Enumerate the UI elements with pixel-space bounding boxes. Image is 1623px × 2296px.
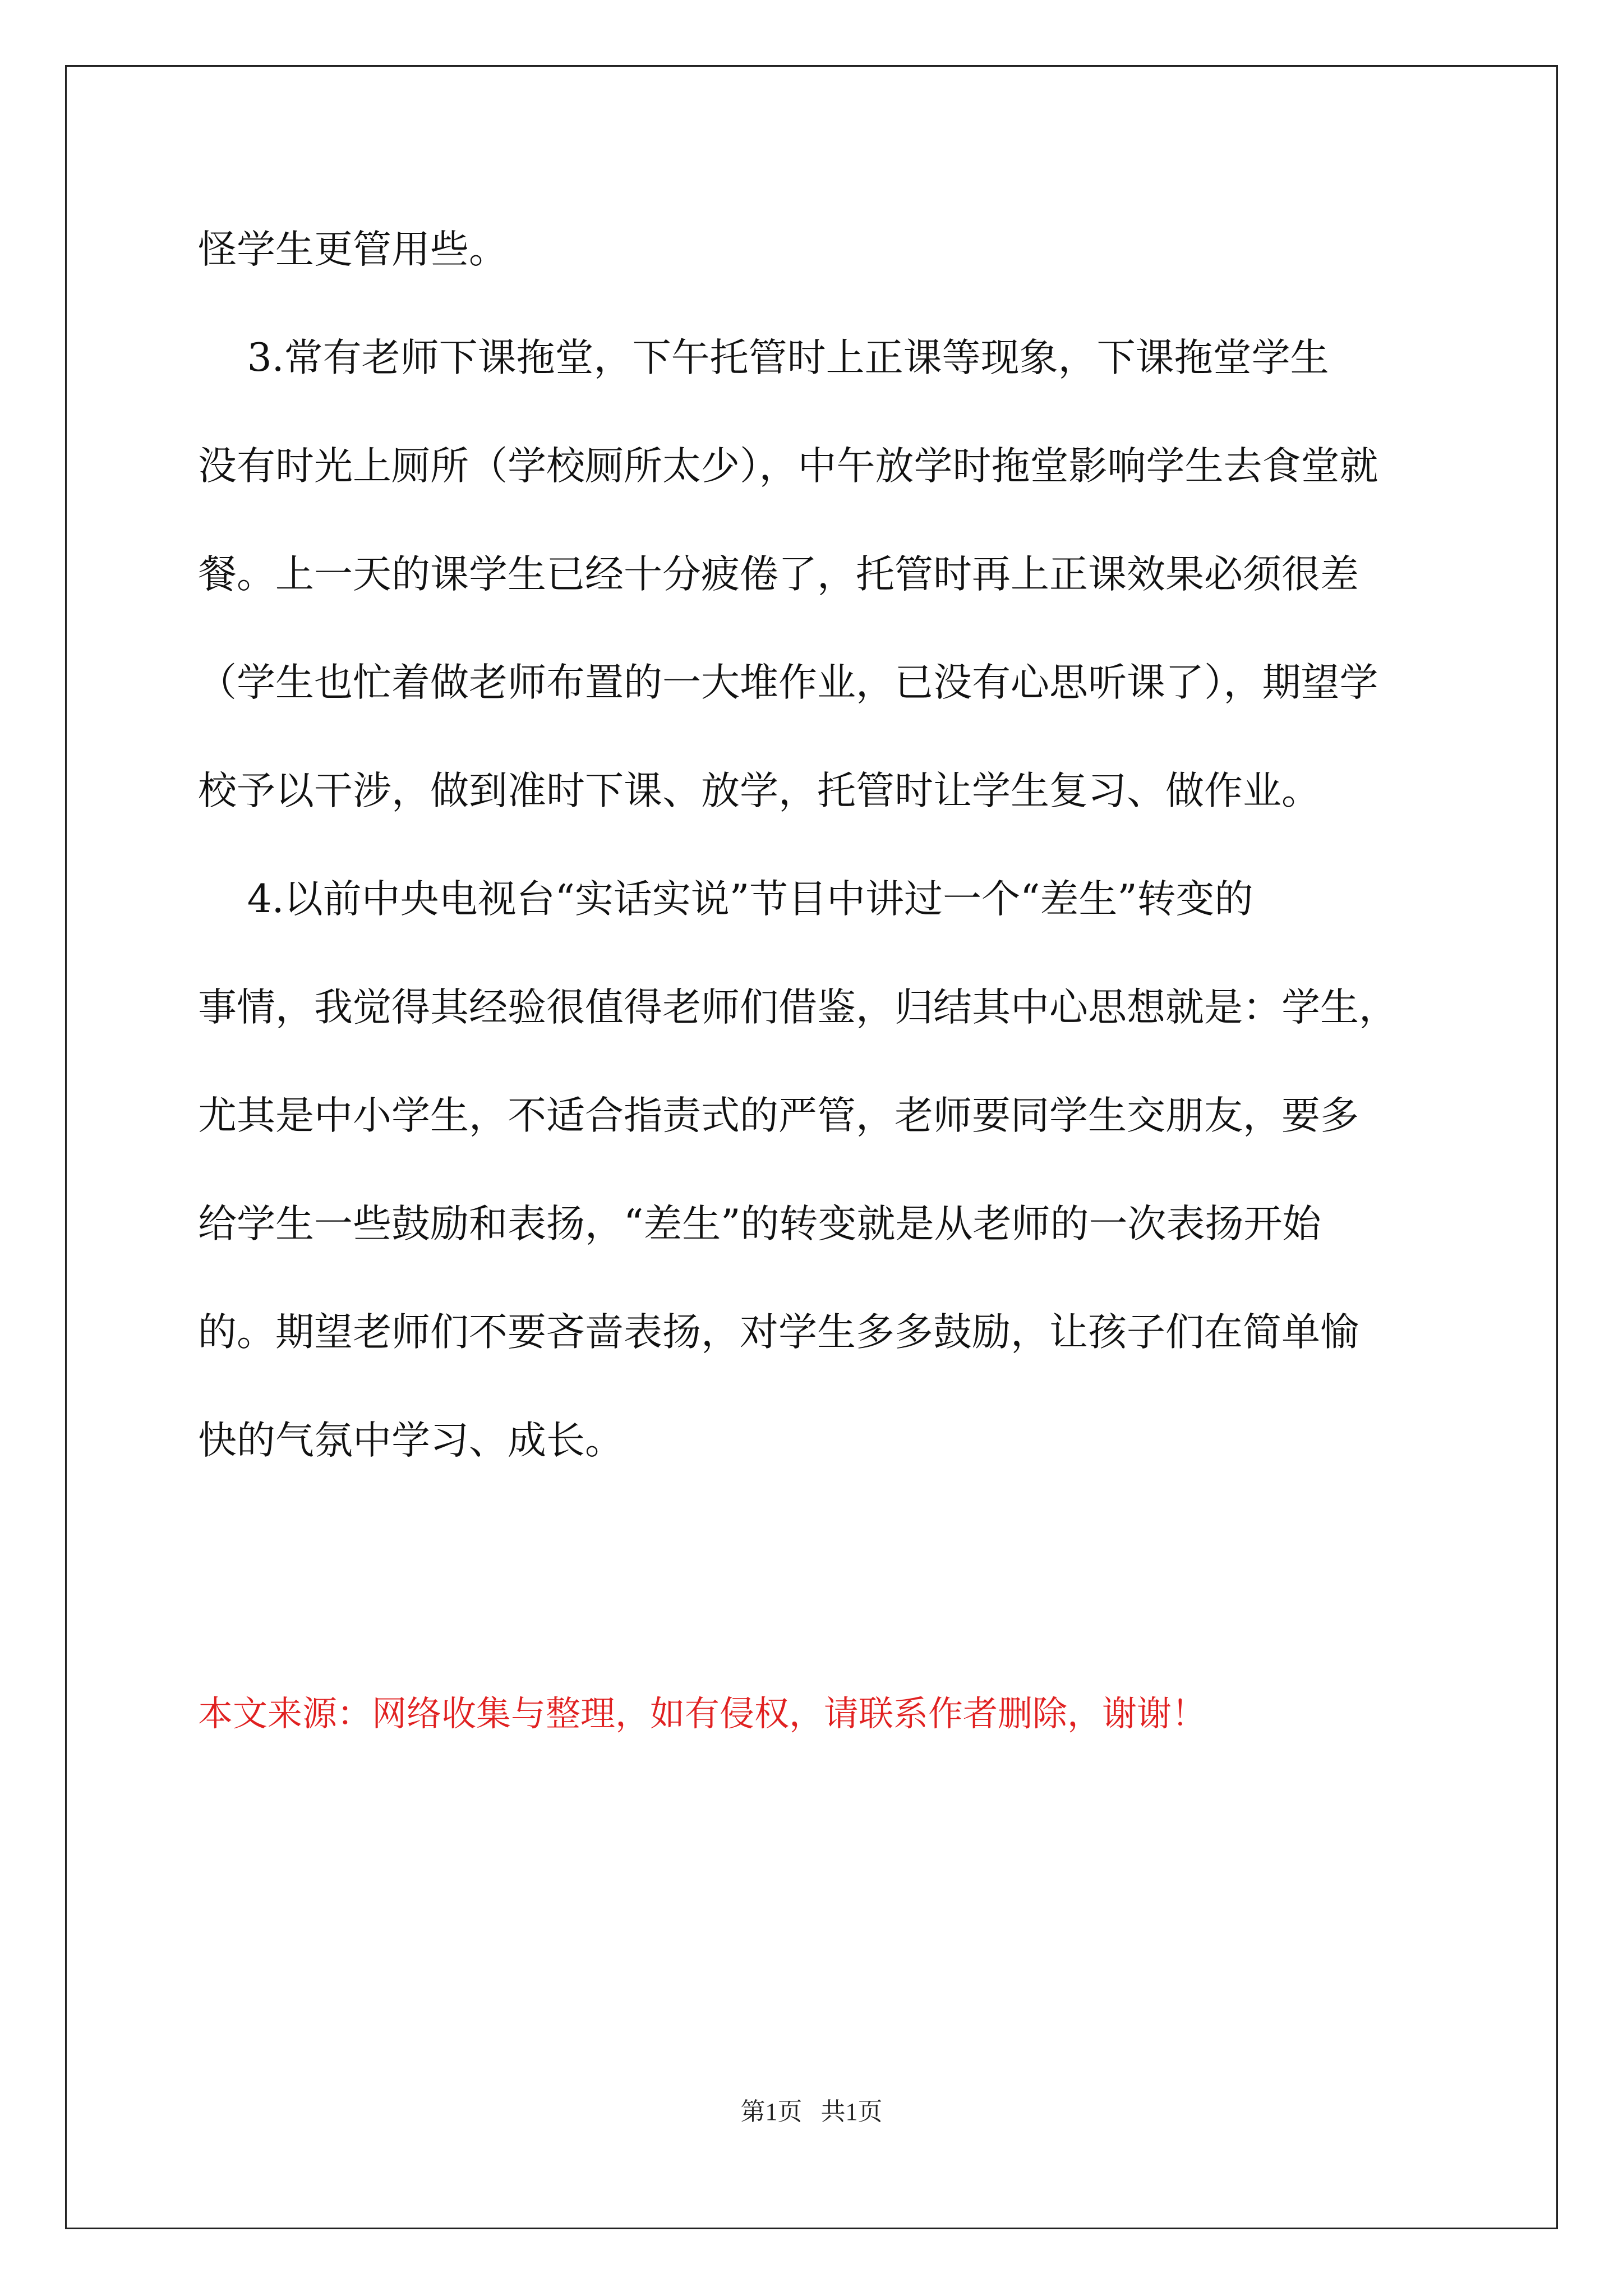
- paragraph-line: 没有时光上厕所（学校厕所太少），中午放学时拖堂影响学生去食堂就: [198, 444, 1378, 489]
- page-number-footer: 第1页 共1页: [740, 2098, 883, 2125]
- paragraph-line: （学生也忙着做老师布置的一大堆作业，已没有心思听课了），期望学: [198, 660, 1378, 705]
- page-frame: [65, 65, 1558, 2229]
- paragraph-line: 尤其是中小学生，不适合指责式的严管，老师要同学生交朋友，要多: [198, 1093, 1359, 1138]
- paragraph-line: 事情，我觉得其经验很值得老师们借鉴，归结其中心思想就是：学生，: [198, 985, 1398, 1030]
- paragraph-line: 4.以前中央电视台“实话实说”节目中讲过一个“差生”转变的: [198, 877, 1253, 922]
- paragraph-line: 3.常有老师下课拖堂，下午托管时上正课等现象，下课拖堂学生: [198, 335, 1329, 380]
- paragraph-line: 快的气氛中学习、成长。: [198, 1418, 624, 1463]
- paragraph-line: 校予以干涉，做到准时下课、放学，托管时让学生复习、做作业。: [198, 769, 1320, 813]
- paragraph-line: 的。期望老师们不要吝啬表扬，对学生多多鼓励，让孩子们在简单愉: [198, 1310, 1359, 1355]
- paragraph-line: 餐。上一天的课学生已经十分疲倦了，托管时再上正课效果必须很差: [198, 552, 1359, 597]
- source-disclaimer: 本文来源：网络收集与整理，如有侵权，请联系作者删除，谢谢！: [198, 1693, 1207, 1734]
- paragraph-line: 怪学生更管用些。: [198, 227, 508, 272]
- paragraph-line: 给学生一些鼓励和表扬，“差生”的转变就是从老师的一次表扬开始: [198, 1202, 1321, 1246]
